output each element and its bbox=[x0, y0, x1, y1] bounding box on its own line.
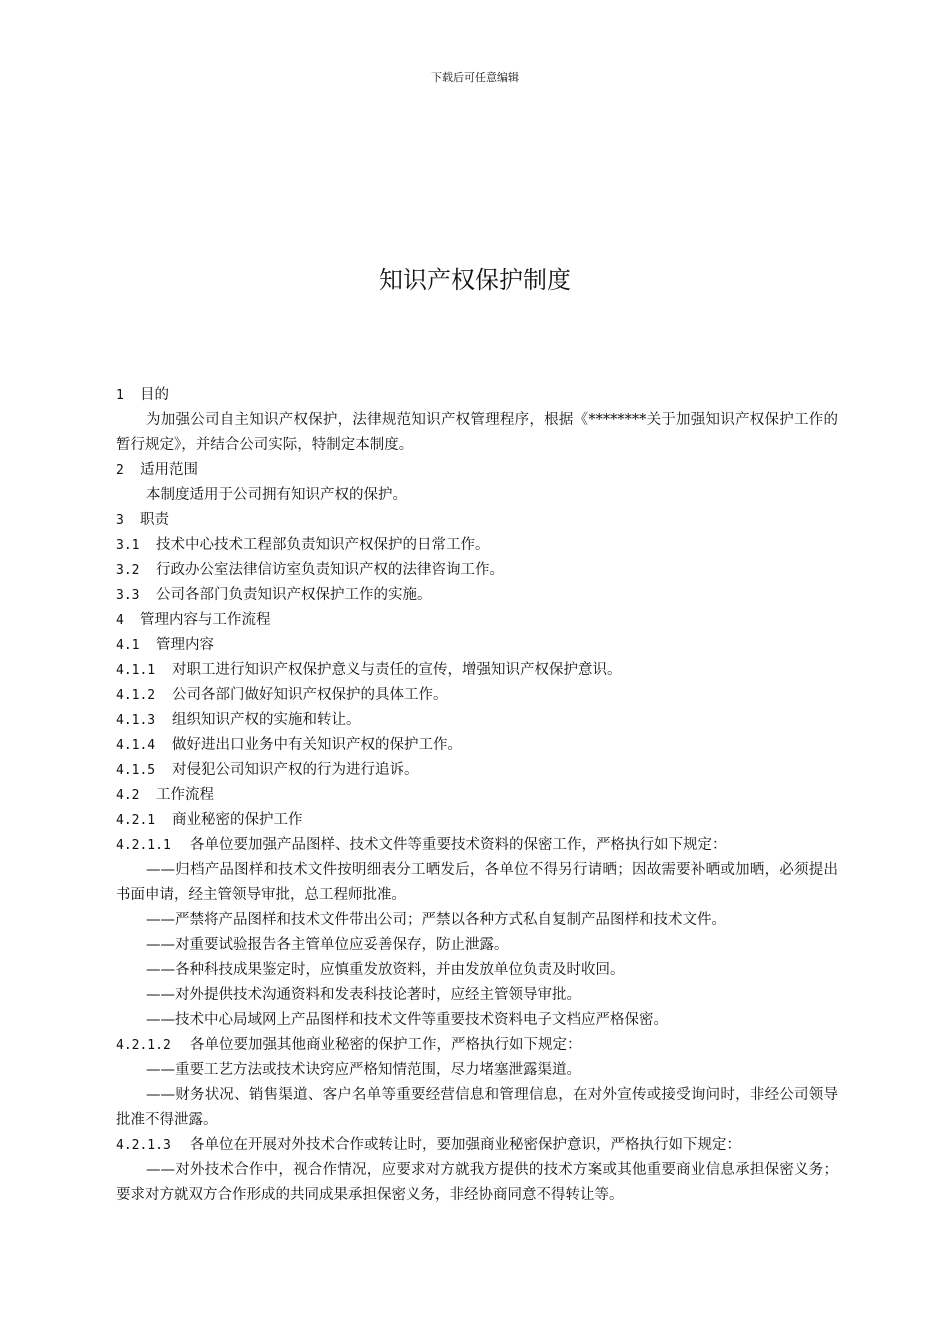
section-title: 职责 bbox=[140, 512, 169, 528]
item-number: 4.1.3 bbox=[116, 713, 156, 728]
section-number: 3 bbox=[116, 513, 124, 528]
section-title: 商业秘密的保护工作 bbox=[172, 812, 303, 828]
item-text: 做好进出口业务中有关知识产权的保护工作。 bbox=[172, 737, 462, 753]
item-text: 公司各部门做好知识产权保护的具体工作。 bbox=[172, 687, 448, 703]
paragraph: ——重要工艺方法或技术诀窍应严格知情范围，尽力堵塞泄露渠道。 bbox=[146, 1062, 581, 1078]
section-heading bbox=[116, 608, 838, 633]
item-number: 4.1.1 bbox=[116, 663, 156, 678]
list-item bbox=[116, 708, 838, 733]
section-number: 4 bbox=[116, 613, 124, 628]
document-body bbox=[116, 383, 838, 1208]
list-item bbox=[116, 683, 838, 708]
section-number: 1 bbox=[116, 388, 124, 403]
paragraph: ——各种科技成果鉴定时，应慎重发放资料，并由发放单位负责及时收回。 bbox=[146, 962, 625, 978]
section-heading bbox=[116, 508, 838, 533]
section-number: 4.1 bbox=[116, 638, 140, 653]
item-text: 组织知识产权的实施和转让。 bbox=[172, 712, 361, 728]
item-text: 公司各部门负责知识产权保护工作的实施。 bbox=[156, 587, 432, 603]
list-item bbox=[116, 833, 838, 858]
item-text: 行政办公室法律信访室负责知识产权的法律咨询工作。 bbox=[156, 562, 504, 578]
paragraph: ——归档产品图样和技术文件按明细表分工晒发后，各单位不得另行请晒；因故需要补晒或加晒，必须提出书面申请，经主管领导审批，总工程师批准。 bbox=[116, 862, 838, 903]
list-item bbox=[116, 758, 838, 783]
section-title: 目的 bbox=[140, 387, 169, 403]
list-item bbox=[116, 583, 838, 608]
section-title: 管理内容 bbox=[156, 637, 214, 653]
list-item bbox=[116, 533, 838, 558]
item-number: 3.3 bbox=[116, 588, 140, 603]
section-title: 工作流程 bbox=[156, 787, 214, 803]
paragraph: ——严禁将产品图样和技术文件带出公司；严禁以各种方式私自复制产品图样和技术文件。 bbox=[146, 912, 726, 928]
item-text: 对侵犯公司知识产权的行为进行追诉。 bbox=[172, 762, 419, 778]
section-number: 2 bbox=[116, 463, 124, 478]
item-text: 各单位在开展对外技术合作或转让时，要加强商业秘密保护意识，严格执行如下规定： bbox=[190, 1137, 741, 1153]
paragraph: ——财务状况、销售渠道、客户名单等重要经营信息和管理信息，在对外宣传或接受询问时，非经公司领导批准不得泄露。 bbox=[116, 1087, 838, 1128]
section-title: 管理内容与工作流程 bbox=[140, 612, 271, 628]
paragraph: 本制度适用于公司拥有知识产权的保护。 bbox=[146, 487, 407, 503]
paragraph: ——对外提供技术沟通资料和发表科技论著时，应经主管领导审批。 bbox=[146, 987, 581, 1003]
item-text: 技术中心技术工程部负责知识产权保护的日常工作。 bbox=[156, 537, 490, 553]
item-number: 4.1.2 bbox=[116, 688, 156, 703]
subsection-heading bbox=[116, 633, 838, 658]
paragraph: 为加强公司自主知识产权保护，法律规范知识产权管理程序，根据《********关于加强知识产权保护工作的暂行规定》，并结合公司实际，特制定本制度。 bbox=[116, 412, 838, 453]
list-item bbox=[116, 558, 838, 583]
section-number: 4.2.1 bbox=[116, 813, 156, 828]
section-title: 适用范围 bbox=[140, 462, 198, 478]
item-text: 各单位要加强产品图样、技术文件等重要技术资料的保密工作，严格执行如下规定： bbox=[190, 837, 727, 853]
item-text: 各单位要加强其他商业秘密的保护工作，严格执行如下规定： bbox=[190, 1037, 582, 1053]
paragraph: ——对重要试验报告各主管单位应妥善保存，防止泄露。 bbox=[146, 937, 509, 953]
section-heading bbox=[116, 383, 838, 408]
subsection-heading bbox=[116, 783, 838, 808]
item-number: 4.2.1.1 bbox=[116, 838, 171, 853]
page-header: 下载后可任意编辑 bbox=[431, 71, 519, 84]
item-number: 3.2 bbox=[116, 563, 140, 578]
paragraph: ——对外技术合作中，视合作情况，应要求对方就我方提供的技术方案或其他重要商业信息承担保密义务；要求对方就双方合作形成的共同成果承担保密义务，非经协商同意不得转让等。 bbox=[116, 1162, 838, 1203]
list-item bbox=[116, 1133, 838, 1158]
section-number: 4.2 bbox=[116, 788, 140, 803]
item-number: 3.1 bbox=[116, 538, 140, 553]
paragraph: ——技术中心局域网上产品图样和技术文件等重要技术资料电子文档应严格保密。 bbox=[146, 1012, 668, 1028]
list-item bbox=[116, 1033, 838, 1058]
subsection-heading bbox=[116, 808, 838, 833]
item-text: 对职工进行知识产权保护意义与责任的宣传，增强知识产权保护意识。 bbox=[172, 662, 622, 678]
item-number: 4.1.4 bbox=[116, 738, 156, 753]
section-heading bbox=[116, 458, 838, 483]
item-number: 4.1.5 bbox=[116, 763, 156, 778]
list-item bbox=[116, 733, 838, 758]
list-item bbox=[116, 658, 838, 683]
document-title: 知识产权保护制度 bbox=[379, 266, 571, 294]
item-number: 4.2.1.2 bbox=[116, 1038, 171, 1053]
item-number: 4.2.1.3 bbox=[116, 1138, 171, 1153]
